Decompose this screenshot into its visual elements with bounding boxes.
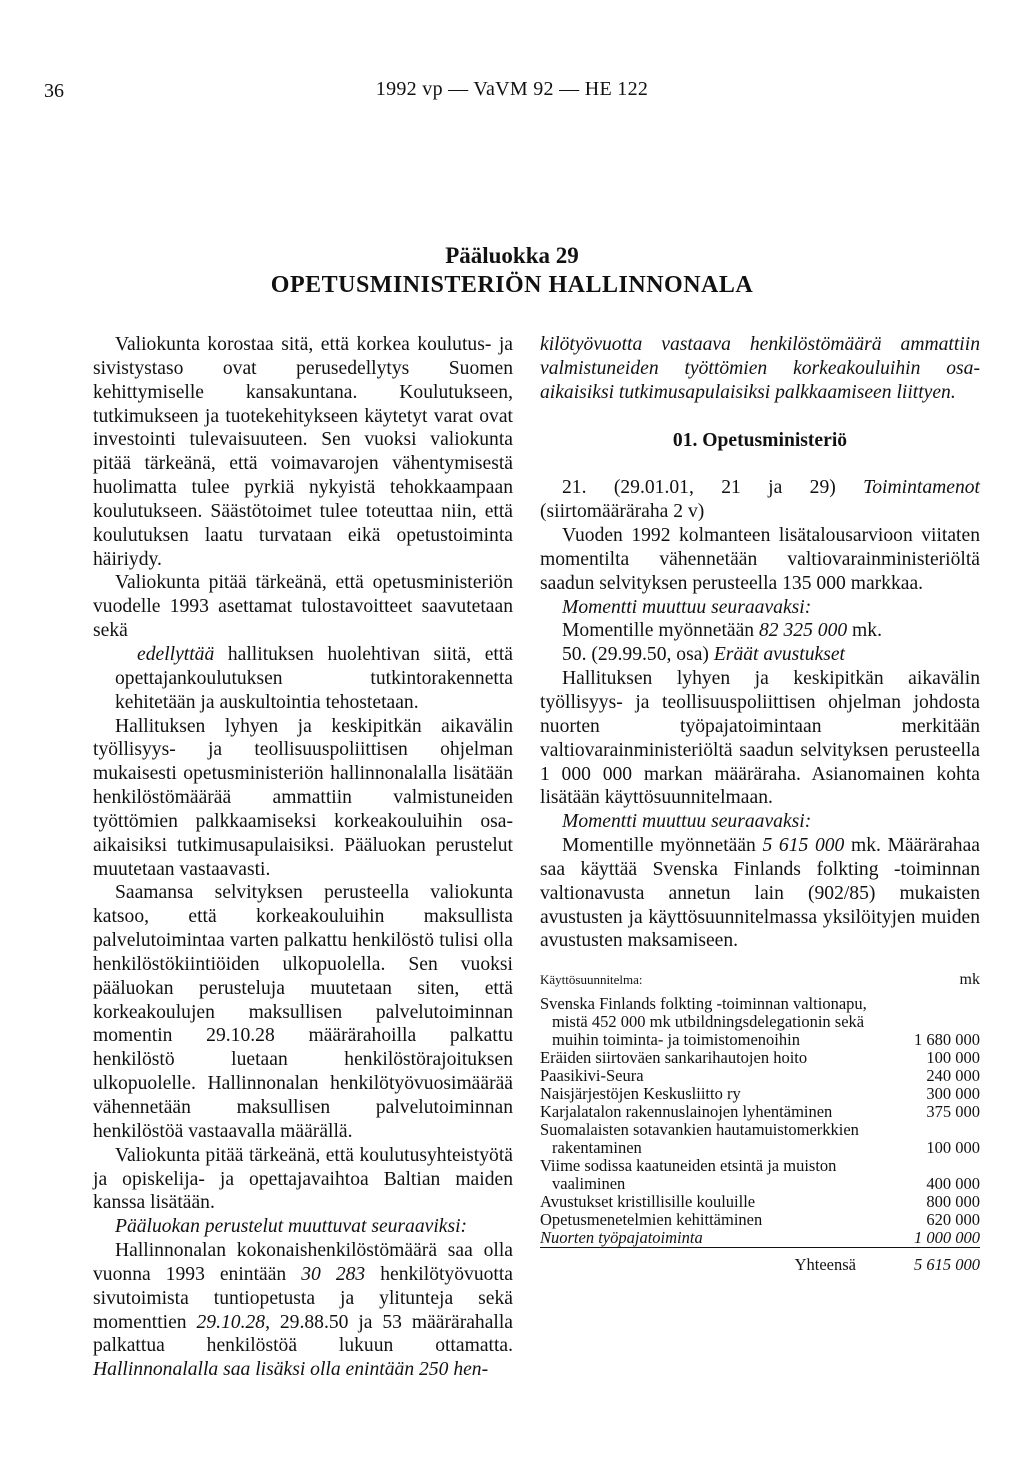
ministry-heading: OPETUSMINISTERIÖN HALLINNONALA <box>270 272 754 298</box>
row-label: Avustukset kristillisille kouluille <box>540 1192 756 1212</box>
total-amount: 5 615 000 <box>914 1255 980 1275</box>
table-row <box>540 1211 980 1229</box>
text: 50. (29.99.50, osa) <box>562 644 714 666</box>
row-amount: 300 000 <box>926 1084 980 1104</box>
row-label: Paasikivi-Seura <box>540 1066 644 1086</box>
main-class-heading: Pääluokka 29 <box>445 243 579 268</box>
row-amount: 400 000 <box>926 1174 980 1194</box>
paragraph: Valiokunta korostaa sitä, että korkea koulutus- ja sivistystaso ovat perusedellytys Suomen kehittymiselle kansakuntana. Koulutukseen, tutkimukseen ja tuotekehitykseen käytetyt varat ovat investointi tulevaisuuteen. Sen vuoksi valiokunta pitää tärkeänä, että voimavarojen vähentymisestä huolimatta tulee pyrkiä nykyistä tehokkaampaan koulutukseen. Säästötoimet tulee toteuttaa niin, että koulutuksen laatu turvataan eikä opetustoiminta häiriydy. <box>93 334 513 570</box>
page-number: 36 <box>44 80 64 102</box>
italic-text: 5 615 000 <box>762 835 845 857</box>
row-label: Suomalaisten sotavankien hautamuistomerkkien rakentaminen <box>540 1120 859 1158</box>
right-column <box>540 333 980 1274</box>
italic-text: Hallinnonalalla saa lisäksi olla enintään 250 hen- <box>93 1359 489 1381</box>
table-row <box>540 1121 980 1157</box>
table-row <box>540 1049 980 1067</box>
paragraph-italic: kilötyövuotta vastaava henkilöstömäärä ammattiin valmistuneiden työttömien korkeakouluihin osa-aikaisiksi tutkimusapulaisiksi palkkaamiseen liittyen. <box>540 334 980 403</box>
text: hallituksen huolehtivan siitä, että opettajankoulutuksen tutkintorakennetta kehitetään ja auskultointia tehostetaan. <box>115 643 513 713</box>
section-heading: 01. Opetusministeriö <box>672 429 848 451</box>
italic-text: 82 325 000 <box>758 620 848 642</box>
text: Hallinnonalan kokonaishenkilöstömäärä saa olla vuonna 1993 enintään <box>93 1240 513 1285</box>
paragraph <box>93 1239 513 1382</box>
table-row <box>540 1067 980 1085</box>
row-label: Nuorten työpajatoiminta <box>540 1229 870 1248</box>
paragraph: Vuoden 1992 kolmanteen lisätalousarvioon viitaten momentilta vähennetään valtiovarainministeriöltä saadun selvityksen perusteella 135 000 markkaa. <box>540 525 980 594</box>
usage-plan-table <box>540 971 980 1274</box>
text: (siirtomääräraha 2 v) <box>540 501 705 523</box>
text: 21. (29.01.01, 21 ja 29) <box>562 477 864 499</box>
italic-text: 29.10.28, <box>196 1311 270 1333</box>
running-head: 1992 vp — VaVM 92 — HE 122 <box>375 78 649 100</box>
italic-text: Eräät avustukset <box>713 644 845 666</box>
total-label: Yhteensä <box>794 1255 856 1275</box>
table-row <box>540 1229 980 1248</box>
usage-plan-unit: mk <box>959 971 980 989</box>
row-label: Naisjärjestöjen Keskusliitto ry <box>540 1084 741 1104</box>
paragraph: Hallituksen lyhyen ja keskipitkän aikavälin työllisyys- ja teollisuuspoliittisen ohjelman johdosta nuorten työpajatoimintaan merkitään valtiovarainministeriöltä saadun selvityksen perusteella 1 000 000 markan määräraha. Asianomainen kohta lisätään käyttösuunnitelmaan. <box>540 668 980 809</box>
table-row <box>540 1157 980 1193</box>
table-row <box>540 1085 980 1103</box>
text: Momentille myönnetään <box>562 620 759 642</box>
paragraph: Hallituksen lyhyen ja keskipitkän aikavälin työllisyys- ja teollisuuspoliittisen ohjelman mukaisesti opetusministeriön hallinnonalalla lisätään henkilöstömäärää ammattiin valmistuneiden työttömien palkkaamiseksi korkeakouluihin osa-aikaisiksi tutkimusapulaisiksi. Pääluokan perustelut muutetaan vastaavasti. <box>93 715 513 880</box>
paragraph-italic: Pääluokan perustelut muuttuvat seuraaviksi: <box>115 1216 468 1238</box>
text: mk. <box>847 620 882 642</box>
paragraph-quote <box>115 643 513 715</box>
row-label: Viime sodissa kaatuneiden etsintä ja muiston vaaliminen <box>540 1156 837 1194</box>
paragraph-italic: Momentti muuttuu seuraavaksi: <box>562 596 812 618</box>
paragraph: Valiokunta pitää tärkeänä, että opetusministeriön vuodelle 1993 asettamat tulostavoitteet saavutetaan sekä <box>93 572 513 642</box>
row-amount: 100 000 <box>926 1048 980 1068</box>
italic-text: 30 283 <box>301 1263 366 1285</box>
row-amount: 620 000 <box>926 1210 980 1230</box>
table-row <box>540 1103 980 1121</box>
row-amount: 100 000 <box>926 1138 980 1158</box>
left-column <box>93 333 513 1382</box>
paragraph: Saamansa selvityksen perusteella valiokunta katsoo, että korkeakouluihin maksullista palvelutoimintaa varten palkattu henkilöstö tulisi olla henkilöstökiintiöiden ulkopuolella. Sen vuoksi pääluokan perusteluja muutetaan siten, että korkeakoulujen maksullisen palvelutoiminnan momentin 29.10.28 määrärahoilla palkattu henkilöstö luetaan henkilöstörajoituksen ulkopuolelle. Hallinnonalan henkilötyövuosimäärää vähennetään maksullisen palvelutoiminnan henkilöstöä vastaavalla määrällä. <box>93 882 513 1142</box>
table-row <box>540 1193 980 1211</box>
italic-text: Toimintamenot <box>863 477 980 499</box>
moment-21-heading <box>540 476 980 524</box>
moment-50-heading <box>540 643 980 667</box>
row-amount: 1 680 000 <box>914 1030 980 1050</box>
row-label: Eräiden siirtoväen sankarihautojen hoito <box>540 1048 808 1068</box>
row-amount: 800 000 <box>926 1192 980 1212</box>
text: Momentille myönnetään <box>562 835 763 857</box>
text: henkilötyövuotta sivutoimista tuntiopetusta ja ylitunteja sekä momenttien <box>93 1263 513 1333</box>
paragraph <box>540 834 980 953</box>
row-label: Svenska Finlands folkting -toiminnan valtionapu, mistä 452 000 mk utbildningsdelegationin sekä muihin toiminta- ja toimistomenoihin <box>540 994 867 1050</box>
paragraph: Valiokunta pitää tärkeänä, että koulutusyhteistyötä ja opiskelija- ja opettajavaihtoa Baltian maiden kanssa lisätään. <box>93 1144 513 1214</box>
row-amount: 375 000 <box>926 1102 980 1122</box>
paragraph <box>540 619 980 643</box>
total-row <box>540 1248 980 1275</box>
row-label: Karjalatalon rakennuslainojen lyhentäminen <box>540 1102 833 1122</box>
text: mk. Määrärahaa saa käyttää Svenska Finlands folkting -toiminnan valtionavusta annetun lain (902/85) mukaisten avustusten ja käyttösuunnitelmassa yksilöityjen muiden avustusten maksamiseen. <box>540 835 980 952</box>
row-amount: 1 000 000 <box>870 1229 980 1248</box>
text: 29.88.50 ja 53 määrärahalla palkattua henkilöstöä lukuun ottamatta. <box>93 1311 514 1357</box>
usage-plan-header <box>540 971 980 995</box>
italic-text: edellyttää <box>137 643 215 665</box>
row-label: Opetusmenetelmien kehittäminen <box>540 1210 763 1230</box>
paragraph-italic: Momentti muuttuu seuraavaksi: <box>562 811 812 833</box>
table-row <box>540 995 980 1049</box>
row-amount: 240 000 <box>926 1066 980 1086</box>
usage-plan-label: Käyttösuunnitelma: <box>540 972 643 988</box>
